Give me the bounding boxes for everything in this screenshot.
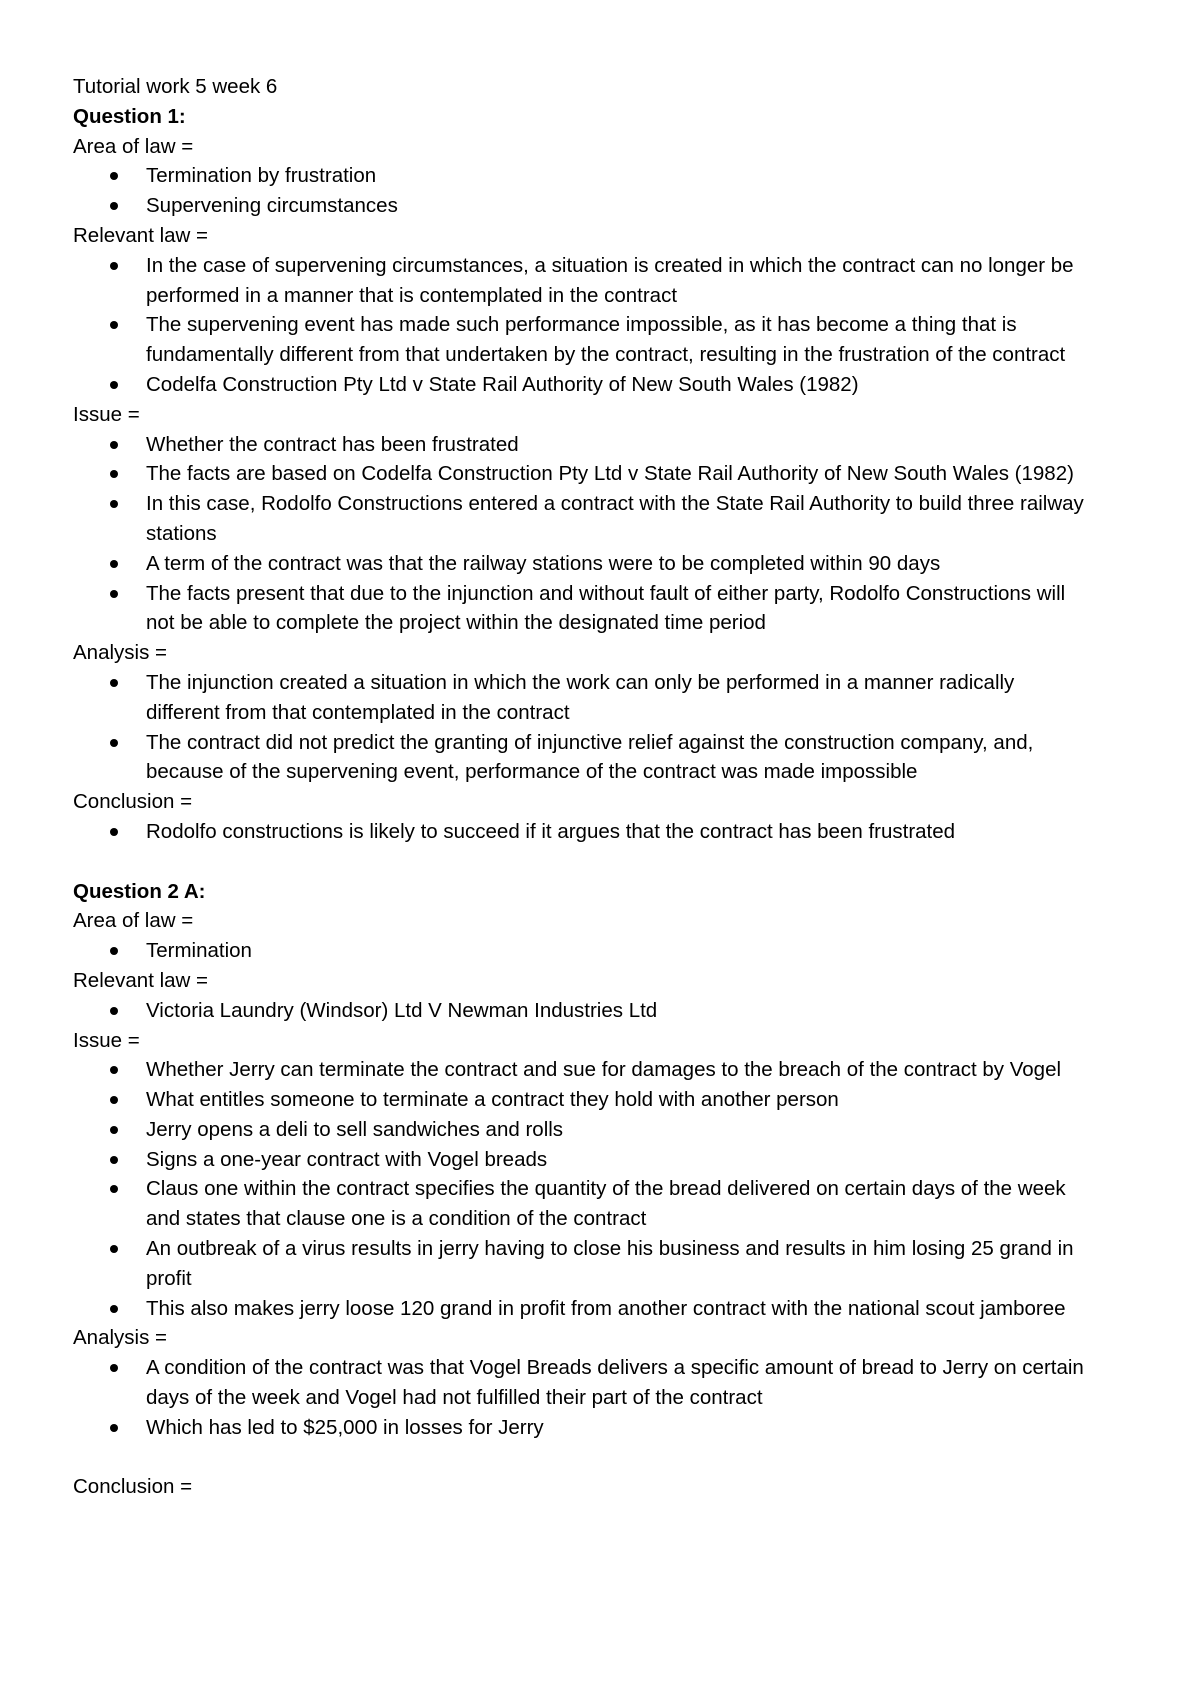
q2-analysis-list [73,1353,1133,1442]
q2-area-list [73,936,1133,966]
list-item: The supervening event has made such performance impossible, as it has become a thing that is fundamentally different from that undertaken by the contract, resulting in the frustration of the contract [73,310,1133,370]
question-1-heading: Question 1: [73,104,186,128]
q1-analysis-list [73,668,1133,787]
q1-issue-list [73,430,1133,639]
list-item: The contract did not predict the granting of injunctive relief against the construction company, and, because of the supervening event, performance of the contract was made impossible [73,728,1133,788]
q2-conclusion-label: Conclusion = [73,1475,193,1499]
q1-conclusion-list [73,817,1133,847]
list-item: The injunction created a situation in which the work can only be performed in a manner radically different from that contemplated in the contract [73,668,1133,728]
document-title: Tutorial work 5 week 6 [73,75,278,98]
list-item: This also makes jerry loose 120 grand in profit from another contract with the national scout jamboree [73,1294,1133,1324]
q2-relevant-label: Relevant law = [73,968,209,992]
list-item: Whether the contract has been frustrated [73,430,1133,460]
q2-analysis-label: Analysis = [73,1326,168,1350]
list-item: Rodolfo constructions is likely to succeed if it argues that the contract has been frustrated [73,817,1133,847]
list-item: In the case of supervening circumstances, a situation is created in which the contract can no longer be performed in a manner that is contemplated in the contract [73,251,1133,311]
q1-relevant-label: Relevant law = [73,223,209,247]
list-item: Whether Jerry can terminate the contract and sue for damages to the breach of the contract by Vogel [73,1055,1133,1085]
q1-conclusion-label: Conclusion = [73,790,193,814]
q2-area-label: Area of law = [73,909,194,933]
list-item: In this case, Rodolfo Constructions entered a contract with the State Rail Authority to build three railway stations [73,489,1133,549]
list-item: A condition of the contract was that Vogel Breads delivers a specific amount of bread to Jerry on certain days of the week and Vogel had not fulfilled their part of the contract [73,1353,1133,1413]
list-item: Termination by frustration [73,161,1133,191]
q2-issue-label: Issue = [73,1028,140,1052]
q1-issue-label: Issue = [73,402,140,426]
list-item: A term of the contract was that the railway stations were to be completed within 90 days [73,549,1133,579]
list-item: Which has led to $25,000 in losses for Jerry [73,1413,1133,1443]
blank-line [73,847,1133,877]
question-2a-heading: Question 2 A: [73,879,206,903]
list-item: An outbreak of a virus results in jerry having to close his business and results in him losing 25 grand in profit [73,1234,1133,1294]
q2-issue-list [73,1055,1133,1323]
list-item: Signs a one-year contract with Vogel breads [73,1145,1133,1175]
list-item: The facts present that due to the injunction and without fault of either party, Rodolfo Constructions will not be able to complete the project within the designated time period [73,579,1133,639]
list-item: The facts are based on Codelfa Construction Pty Ltd v State Rail Authority of New South Wales (1982) [73,459,1133,489]
list-item: Termination [73,936,1133,966]
list-item: Supervening circumstances [73,191,1133,221]
q1-relevant-list [73,251,1133,400]
list-item: Claus one within the contract specifies the quantity of the bread delivered on certain days of the week and states that clause one is a condition of the contract [73,1174,1133,1234]
list-item: What entitles someone to terminate a contract they hold with another person [73,1085,1133,1115]
q2-relevant-list [73,996,1133,1026]
q1-analysis-label: Analysis = [73,641,168,665]
list-item: Jerry opens a deli to sell sandwiches and rolls [73,1115,1133,1145]
list-item: Victoria Laundry (Windsor) Ltd V Newman Industries Ltd [73,996,1133,1026]
list-item: Codelfa Construction Pty Ltd v State Rail Authority of New South Wales (1982) [73,370,1133,400]
blank-line [73,1443,1133,1473]
document-page [73,72,1133,1502]
q1-area-list [73,161,1133,221]
q1-area-label: Area of law = [73,134,194,158]
